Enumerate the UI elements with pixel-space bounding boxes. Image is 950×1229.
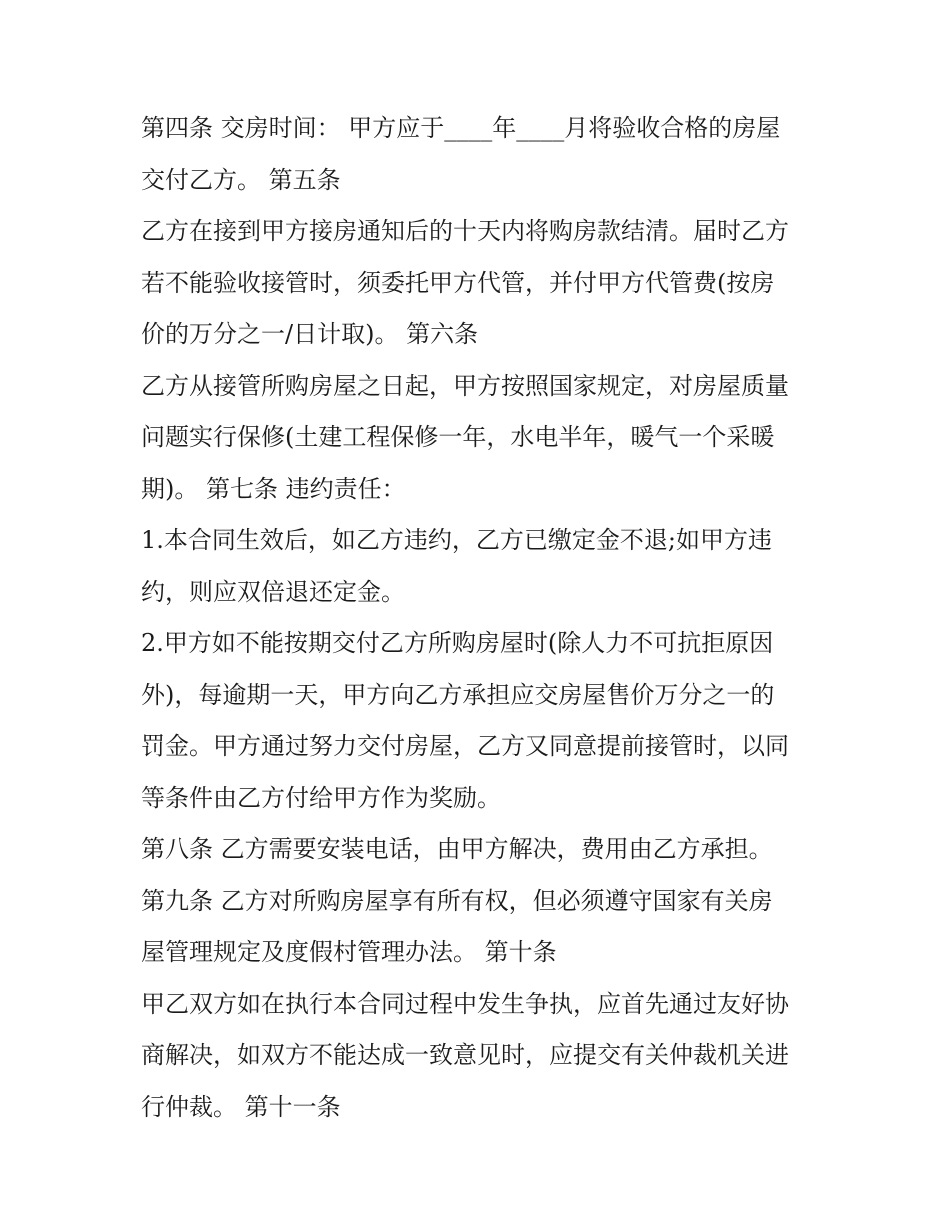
text-line: 商解决，如双方不能达成一致意见时，应提交有关仲裁机关进 [141,1041,789,1069]
text-line: 第四条 交房时间： 甲方应于____年____月将验收合格的房屋 [141,114,781,142]
paragraph [141,618,821,824]
text-line: 约，则应双倍退还定金。 [141,577,405,606]
paragraph [141,361,821,516]
text-line: 外)，每逾期一天，甲方向乙方承担应交房屋售价万分之一的 [141,680,775,709]
text-line: 乙方从接管所购房屋之日起，甲方按照国家规定，对房屋质量 [141,371,789,400]
text-line: 罚金。甲方通过努力交付房屋，乙方又同意提前接管时，以同 [141,732,789,760]
paragraph [141,979,821,1134]
paragraph [141,876,821,979]
text-line: 屋管理规定及度假村管理办法。 第十条 [141,938,557,966]
text-line: 等条件由乙方付给甲方作为奖励。 [141,783,501,812]
paragraph [141,515,821,618]
text-line: 甲乙双方如在执行本合同过程中发生争执，应首先通过友好协 [141,989,789,1018]
paragraph [141,824,821,876]
text-line: 若不能验收接管时，须委托甲方代管，并付甲方代管费(按房 [141,268,775,297]
text-line: 第九条 乙方对所购房屋享有所有权，但必须遵守国家有关房 [141,886,773,915]
text-line: 问题实行保修(土建工程保修一年，水电半年，暖气一个采暖 [141,423,775,451]
paragraph [141,103,821,206]
text-line: 交付乙方。 第五条 [141,165,341,194]
text-line: 期)。 第七条 违约责任： [141,474,406,503]
text-line: 第八条 乙方需要安装电话，由甲方解决，费用由乙方承担。 [141,835,773,863]
text-line: 乙方在接到甲方接房通知后的十天内将购房款结清。届时乙方 [141,217,789,245]
paragraph [141,206,821,361]
text-line: 行仲裁。 第十一条 [141,1092,341,1121]
text-line: 2.甲方如不能按期交付乙方所购房屋时(除人力不可抗拒原因 [141,629,774,657]
text-line: 1.本合同生效后，如乙方违约，乙方已缴定金不退;如甲方违 [141,526,772,554]
text-line: 价的万分之一/日计取)。 第六条 [141,320,479,348]
document-body [141,103,821,1133]
